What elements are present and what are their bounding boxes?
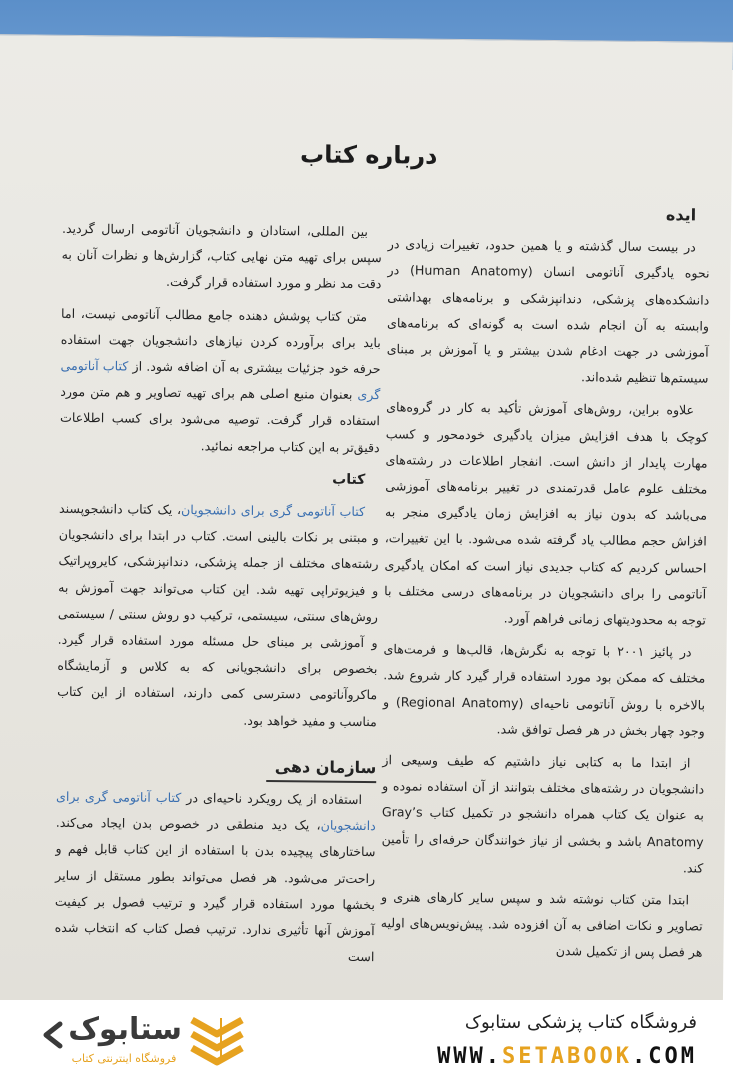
section-heading-idea: ایده: [665, 205, 697, 225]
paragraph-text: ، یک کتاب دانشجوپسند و مبتنی بر نکات بالینی است. کتاب در ابتدا برای دانشجویان رشته‌های مختلف از جمله پزشکی، دندانپزشکی، کایروپراتیک و فیزیوتراپی تهیه شد. این کتاب می‌تواند جهت آموزش به روش‌های سنتی، سیستمی، ترکیب دو روش سنتی / سیستمی و آموزشی بر مبنای حل مسئله مورد استفاده قرار گیرد. بخصوص برای دانشجویانی که به کلاس و آزمایشگاه ماکروآناتومی دسترسی کمی دارند، استفاده از این کتاب مناسب و مفید خواهد بود.: [57, 500, 379, 729]
chevron-down-icon: [188, 1016, 246, 1068]
book-reference: کتاب آناتومی گری برای دانشجویان: [180, 502, 366, 520]
book-reference: کتاب آناتومی گری برای دانشجویان: [55, 788, 376, 834]
book-page: [0, 34, 733, 1008]
paragraph: ابتدا متن کتاب نوشته شد و سپس سایر کارهای هنری و تصاویر و نکات اضافی به آن افزوده شد. پیش‌نویس‌های اولیه هر فصل پس از تکمیل شدن: [380, 889, 703, 961]
paragraph: در پائیز ۲۰۰۱ با توجه به نگرش‌ها، قالب‌ها و فرمت‌های مختلف که ممکن بود مورد استفاده قرار گیرد کار شروع شد. بالاخره با روش آناتومی ناحیه‌ای (Regional Anatomy) و وجود چهار بخش در هر فصل توافق شد.: [382, 641, 706, 739]
paragraph: [54, 784, 376, 971]
paragraph: از ابتدا ما به کتابی نیاز داشتیم که طیف وسیعی از دانشجویان در رشته‌های مختلف بتوانند از آن استفاده نموده و به عنوان یک کتاب همراه دانشجو در تکمیل کتاب Gray’s Anatomy باشد و بخشی از نیاز خوانندگان حرفه‌ای را تأمین کند.: [381, 752, 705, 876]
store-logo[interactable]: [38, 1012, 298, 1072]
store-url-link[interactable]: [437, 1044, 697, 1069]
section-heading-organization: سازمان دهی: [266, 754, 376, 783]
paragraph: [60, 300, 382, 461]
store-footer: [0, 1000, 733, 1080]
footer-divider: [220, 1018, 222, 1060]
arrow-left-icon: [38, 1018, 72, 1052]
url-suffix: .COM: [632, 1044, 697, 1069]
url-prefix: WWW.: [437, 1044, 503, 1069]
url-brand: SETABOOK: [502, 1044, 633, 1069]
store-name: فروشگاه کتاب پزشکی ستابوک: [464, 1012, 697, 1033]
paragraph-text: متن کتاب پوشش دهنده جامع مطالب آناتومی نیست، اما باید برای برآورده کردن نیازهای دانشجویان جهت استفاده حرفه خود جزئیات بیشتری به آن اضافه شود. از: [60, 305, 381, 377]
logo-tagline: فروشگاه اینترنتی کتاب: [71, 1052, 177, 1065]
page-title: درباره کتاب: [299, 140, 438, 170]
paragraph: بین المللی، استادان و دانشجویان آناتومی ارسال گردید. سپس برای تهیه متن نهایی کتاب، گزارش‌ها و نظرات آنان به دقت مد نظر و مورد استفاده قرار گرفت.: [61, 220, 382, 292]
book-reference: کتاب آناتومی گری: [60, 357, 381, 403]
paragraph: [57, 496, 379, 735]
section-heading-book: کتاب: [332, 471, 366, 488]
paragraph-text: بعنوان منبع اصلی هم برای تهیه تصاویر و هم متن مورد استفاده قرار گرفت. توصیه می‌شود برای کسب اطلاعات دقیق‌تر به این کتاب مراجعه نمائید.: [59, 384, 381, 455]
paragraph: در بیست سال گذشته و یا همین حدود، تغییرات زیادی در نحوه یادگیری آناتومی انسان (Human Anatomy) در دانشکده‌های پزشکی، دندانپزشکی و برنامه‌های بهداشتی وابسته به آن انجام شده است به گونه‌ای که برنامه‌های آموزشی در جهت ادغام شدن بیشتر و یا آموزش بر مبنای سیستم‌ها تنظیم شده‌اند.: [386, 236, 710, 386]
paragraph-text: استفاده از یک رویکرد ناحیه‌ای در: [186, 790, 363, 808]
logo-wordmark: ستابوک: [68, 1012, 182, 1047]
paragraph: علاوه براین، روش‌های آموزش تأکید به کار در گروه‌های کوچک با هدف افزایش میزان یادگیری خودمحور و کسب مهارت پایدار از دانش است. انفجار اطلاعات در رشته‌های مختلف علوم عامل قدرتمندی در تغییر برنامه‌های آموزشی می‌باشد که بدون نیاز به افزایش زمان یادگیری منجر به افزاش حجم مطالب یاد گرفته شده می‌شود. با این تغییرات، احساس کردیم که کتاب جدیدی نیاز است که امکان یادگیری آناتومی را برای دانشجویان در برنامه‌های درسی مختلف با توجه به محدودیتهای زمانی فراهم آورد.: [384, 399, 708, 628]
left-column: [54, 216, 382, 977]
right-column: [380, 199, 710, 972]
paragraph-text: ، یک دید منطقی در خصوص بدن ایجاد می‌کند. ساختارهای پیچیده بدن با استفاده از این کتاب قابل فهم و راحت‌تر می‌شود. هر فصل می‌تواند بطور مستقل از سایر بخشها مورد استفاده قرار گیرد و ترتیب فصول بر کیفیت آموزش آنها تأثیری ندارد. ترتیب فصل کتاب که انتخاب شده است: [54, 815, 376, 965]
